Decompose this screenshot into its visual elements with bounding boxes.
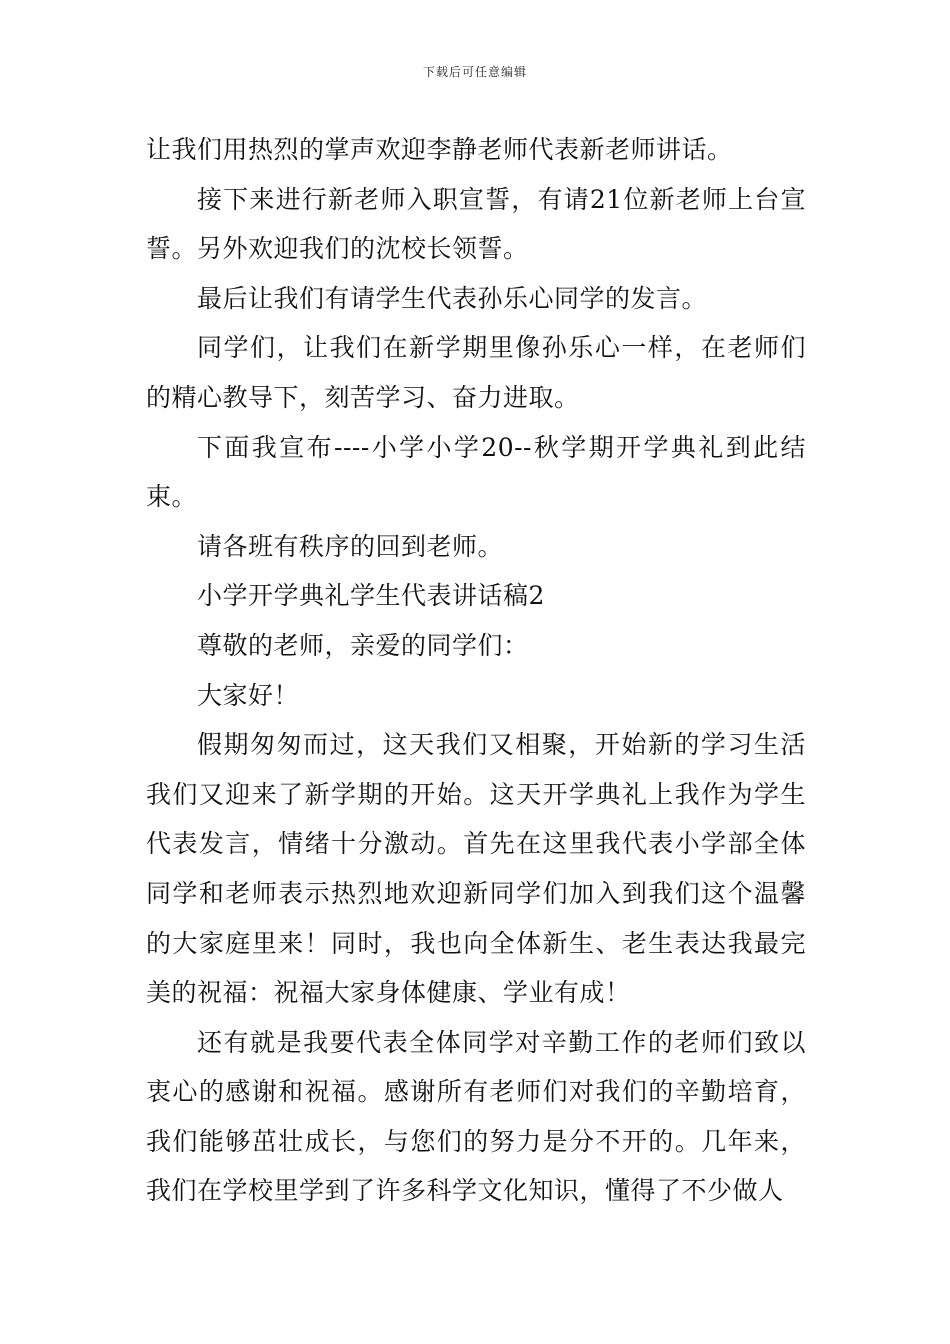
page-header-note: 下载后可任意编辑 (422, 65, 527, 79)
paragraph-4: 同学们，让我们在新学期里像孙乐心一样，在老师们的精心教导下，刻苦学习、奋力进取。 (146, 333, 806, 412)
section-title: 小学开学典礼学生代表讲话稿2 (197, 581, 545, 611)
paragraph-5: 下面我宣布----小学小学20--秋学期开学典礼到此结束。 (146, 432, 806, 512)
paragraph-6: 请各班有秩序的回到老师。 (197, 531, 504, 561)
greeting: 大家好！ (197, 680, 300, 710)
document-body (146, 125, 806, 1216)
salutation: 尊敬的老师，亲爱的同学们： (197, 630, 529, 660)
paragraph-10: 假期匆匆而过，这天我们又相聚，开始新的学习生活我们又迎来了新学期的开始。这天开学典礼上我作为学生代表发言，情绪十分激动。首先在这里我代表小学部全体同学和老师表示热烈地欢迎新同学们加入到我们这个温馨的大家庭里来！同时，我也向全体新生、老生表达我最完美的祝福：祝福大家身体健康、学业有成！ (146, 730, 806, 1008)
paragraph-2: 接下来进行新老师入职宣誓，有请21位新老师上台宣誓。另外欢迎我们的沈校长领誓。 (146, 184, 806, 264)
paragraph-1: 让我们用热烈的掌声欢迎李静老师代表新老师讲话。 (146, 135, 733, 164)
paragraph-3: 最后让我们有请学生代表孙乐心同学的发言。 (197, 283, 708, 313)
paragraph-11: 还有就是我要代表全体同学对辛勤工作的老师们致以衷心的感谢和祝福。感谢所有老师们对我们的辛勤培育，我们能够茁壮成长，与您们的努力是分不开的。几年来，我们在学校里学到了许多科学文化知识，懂得了不少做人 (146, 1027, 806, 1206)
